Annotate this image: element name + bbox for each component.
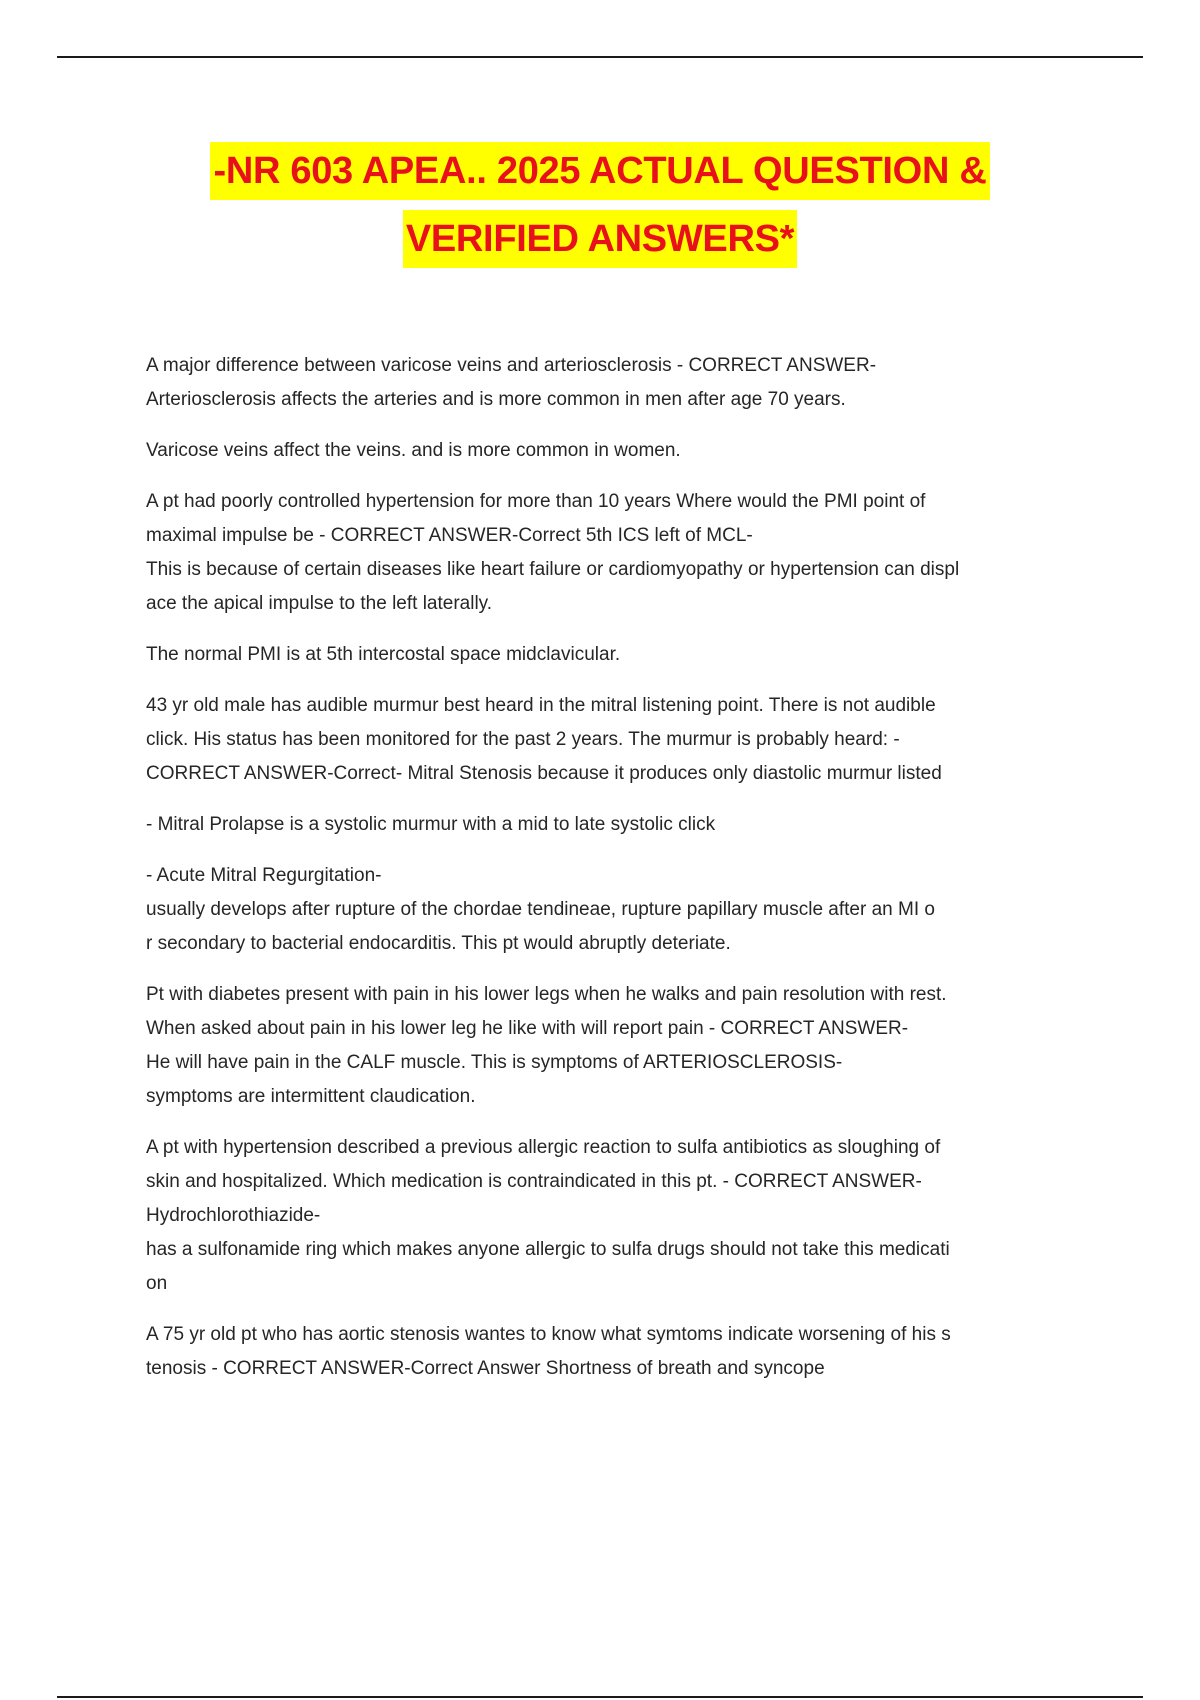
text-line: click. His status has been monitored for the past 2 years. The murmur is probably heard: -: [146, 729, 900, 750]
text-line: r secondary to bacterial endocarditis. This pt would abruptly deteriate.: [146, 933, 731, 954]
qa-paragraph-9: [146, 1131, 1096, 1301]
text-line: 43 yr old male has audible murmur best heard in the mitral listening point. There is not audible: [146, 695, 936, 716]
text-line: - Mitral Prolapse is a systolic murmur with a mid to late systolic click: [146, 814, 716, 835]
text-line: The normal PMI is at 5th intercostal space midclavicular.: [146, 644, 621, 665]
top-rule: [57, 56, 1143, 58]
text-line: He will have pain in the CALF muscle. This is symptoms of ARTERIOSCLEROSIS-: [146, 1052, 843, 1073]
text-line: This is because of certain diseases like heart failure or cardiomyopathy or hypertension can displ: [146, 559, 960, 580]
title-line-1: -NR 603 APEA.. 2025 ACTUAL QUESTION &: [210, 142, 989, 200]
text-line: When asked about pain in his lower leg he like with will report pain - CORRECT ANSWER-: [146, 1018, 909, 1039]
document-title: [0, 142, 1200, 278]
text-line: - Acute Mitral Regurgitation-: [146, 865, 382, 886]
text-line: skin and hospitalized. Which medication is contraindicated in this pt. - CORRECT ANSWER-: [146, 1171, 922, 1192]
qa-paragraph-7: [146, 859, 1096, 961]
text-line: ace the apical impulse to the left laterally.: [146, 593, 493, 614]
text-line: usually develops after rupture of the chordae tendineae, rupture papillary muscle after an MI o: [146, 899, 935, 920]
qa-paragraph-3: [146, 485, 1096, 621]
qa-paragraph-4: [146, 638, 1096, 672]
text-line: maximal impulse be - CORRECT ANSWER-Correct 5th ICS left of MCL-: [146, 525, 753, 546]
text-line: Arteriosclerosis affects the arteries and is more common in men after age 70 years.: [146, 389, 846, 410]
qa-paragraph-5: [146, 689, 1096, 791]
qa-paragraph-1: [146, 349, 1096, 417]
text-line: Varicose veins affect the veins. and is more common in women.: [146, 440, 681, 461]
text-line: tenosis - CORRECT ANSWER-Correct Answer Shortness of breath and syncope: [146, 1358, 825, 1379]
title-line-2: VERIFIED ANSWERS*: [403, 210, 797, 268]
text-line: A pt had poorly controlled hypertension for more than 10 years Where would the PMI point of: [146, 491, 926, 512]
text-line: CORRECT ANSWER-Correct- Mitral Stenosis because it produces only diastolic murmur listed: [146, 763, 942, 784]
text-line: A 75 yr old pt who has aortic stenosis wantes to know what symtoms indicate worsening of his s: [146, 1324, 951, 1345]
text-line: A pt with hypertension described a previous allergic reaction to sulfa antibiotics as sloughing of: [146, 1137, 941, 1158]
bottom-rule: [57, 1696, 1143, 1698]
text-line: Pt with diabetes present with pain in his lower legs when he walks and pain resolution with rest.: [146, 984, 947, 1005]
qa-paragraph-6: [146, 808, 1096, 842]
text-line: A major difference between varicose veins and arteriosclerosis - CORRECT ANSWER-: [146, 355, 877, 376]
document-body: [146, 349, 1096, 1403]
text-line: has a sulfonamide ring which makes anyone allergic to sulfa drugs should not take this medicati: [146, 1239, 950, 1260]
text-line: on: [146, 1273, 168, 1294]
qa-paragraph-8: [146, 978, 1096, 1114]
text-line: symptoms are intermittent claudication.: [146, 1086, 476, 1107]
qa-paragraph-10: [146, 1318, 1096, 1386]
qa-paragraph-2: [146, 434, 1096, 468]
text-line: Hydrochlorothiazide-: [146, 1205, 321, 1226]
